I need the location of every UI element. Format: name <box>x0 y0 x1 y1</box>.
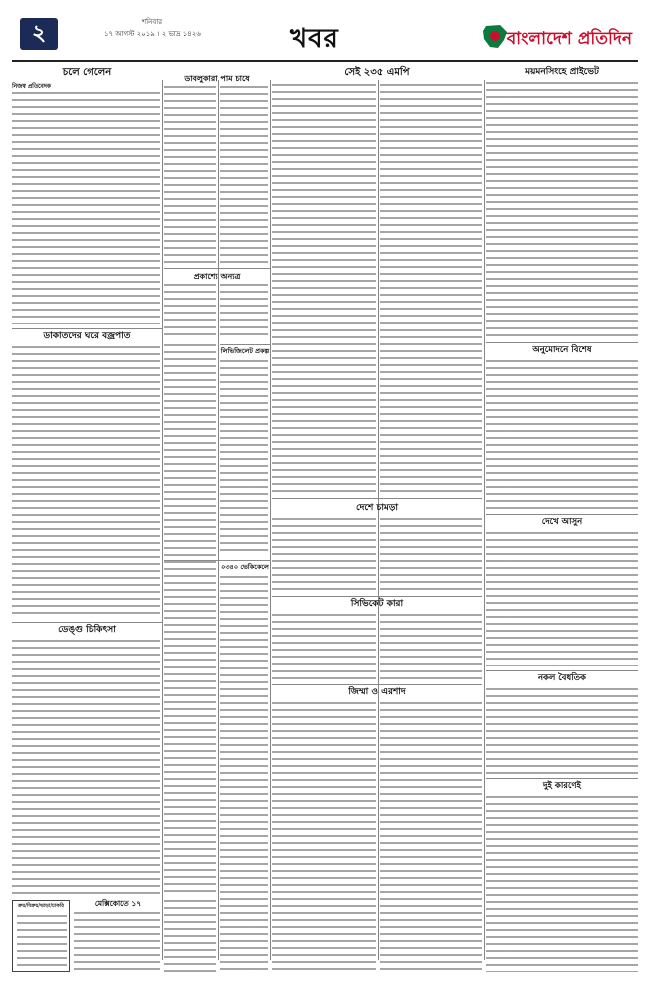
story-divider <box>220 344 270 345</box>
story-body-text <box>272 84 376 494</box>
story-headline: দুই কারণেই <box>543 781 581 791</box>
story-body-text <box>12 92 160 324</box>
column-divider <box>218 80 219 960</box>
story-dengue <box>12 626 162 635</box>
story-headline: নকল বৈধতিক <box>537 673 586 683</box>
story-divider <box>486 342 638 343</box>
story-0340 <box>220 564 270 571</box>
story-divider <box>486 514 638 515</box>
classified-title: ক্রয়/বিক্রয়/ভাড়া/চাকরি <box>18 903 64 909</box>
story-divider <box>272 498 482 499</box>
story-livigilet <box>220 348 270 355</box>
story-body-text <box>486 796 638 972</box>
story-divider <box>164 560 270 561</box>
story-body-text <box>220 576 268 972</box>
story-dui-karone <box>486 782 638 791</box>
story-divider <box>12 622 162 623</box>
story-headline: অনুমোদনে বিশেষ <box>532 345 592 355</box>
story-sei-235-mp <box>272 68 482 79</box>
story-body-text <box>220 284 268 340</box>
story-dablu-pam <box>164 74 270 82</box>
story-divider <box>486 670 638 671</box>
weekday: শনিবার <box>142 18 163 26</box>
dateline: ১৭ আগস্ট ২০১৯ । ২ ভাদ্র ১৪২৬ <box>104 30 201 38</box>
story-body-text <box>164 284 216 340</box>
story-body-text <box>220 86 268 264</box>
column-divider <box>378 80 379 960</box>
story-body-text <box>164 86 216 264</box>
story-syndicate <box>272 600 482 609</box>
story-nokol <box>486 674 638 683</box>
story-divider <box>12 328 162 329</box>
story-headline: সিভিকেট কারা <box>350 599 404 609</box>
story-headline: দেশে চামড়া <box>356 503 398 513</box>
story-onumodone <box>486 346 638 355</box>
story-divider <box>272 596 482 597</box>
story-body-text <box>12 346 160 618</box>
story-byline: নিজস্ব প্রতিবেদক <box>12 83 51 90</box>
classified-box <box>12 900 70 972</box>
story-headline: লিভিজিলেট প্রকল্প <box>220 347 270 355</box>
story-headline: ০৩৪০ ভেকিকেলে <box>221 563 269 571</box>
story-headline: মেক্সিকোতে ১৭ <box>94 899 142 908</box>
story-headline: প্রকাশ্যে অন্যত্র <box>193 271 241 281</box>
story-body-text <box>272 614 376 680</box>
brand-map-icon <box>480 24 510 50</box>
story-headline: চলে গেলেন <box>62 67 112 78</box>
story-headline: দেখে আসুন <box>541 517 583 527</box>
story-mymensingh <box>486 68 638 77</box>
story-body-text <box>380 702 482 972</box>
story-body-text <box>486 360 638 510</box>
brand-logo <box>482 22 632 52</box>
story-chole-gelen <box>12 68 162 92</box>
story-jimma <box>272 688 482 697</box>
story-body-text <box>220 360 268 556</box>
story-headline: সেই ২৩৫ এমপি <box>344 67 410 78</box>
story-body-text <box>12 640 160 896</box>
section-title: খবর <box>290 24 339 54</box>
story-headline: জিম্মা ও এরশাদ <box>348 687 406 697</box>
story-headline: ডাকাতদের ঘরে বজ্রপাত <box>43 331 131 341</box>
story-headline: ডেঙ্গু চিকিৎসা <box>58 625 116 635</box>
story-deshe-chamra <box>272 504 482 513</box>
story-dakat <box>12 332 162 341</box>
column-divider <box>162 80 163 960</box>
story-divider <box>272 684 482 685</box>
story-body-text <box>164 344 216 896</box>
story-prokashye <box>164 272 270 280</box>
page-number: ২ <box>20 18 58 50</box>
story-body-text <box>272 518 376 592</box>
classified-text <box>17 915 67 969</box>
story-body-text <box>380 518 482 592</box>
story-body-text <box>74 912 160 972</box>
masthead <box>12 8 638 66</box>
brand-name: বাংলাদেশ প্রতিদিন <box>506 29 632 49</box>
column-divider <box>484 80 485 960</box>
story-body-text <box>164 900 216 972</box>
story-divider <box>486 778 638 779</box>
story-body-text <box>486 688 638 774</box>
story-headline: ডাবলুকারা পাম চাষে <box>184 73 250 83</box>
story-divider <box>164 268 270 269</box>
column-divider <box>270 80 271 960</box>
story-body-text <box>486 82 638 338</box>
header-divider <box>12 60 638 62</box>
story-headline: ময়মনসিংহে প্রাইভেট <box>525 67 599 77</box>
story-mexico <box>74 900 162 908</box>
story-body-text <box>380 614 482 680</box>
story-body-text <box>272 702 376 972</box>
story-body-text <box>486 532 638 666</box>
story-body-text <box>380 84 482 494</box>
story-dekhe-ashun <box>486 518 638 527</box>
